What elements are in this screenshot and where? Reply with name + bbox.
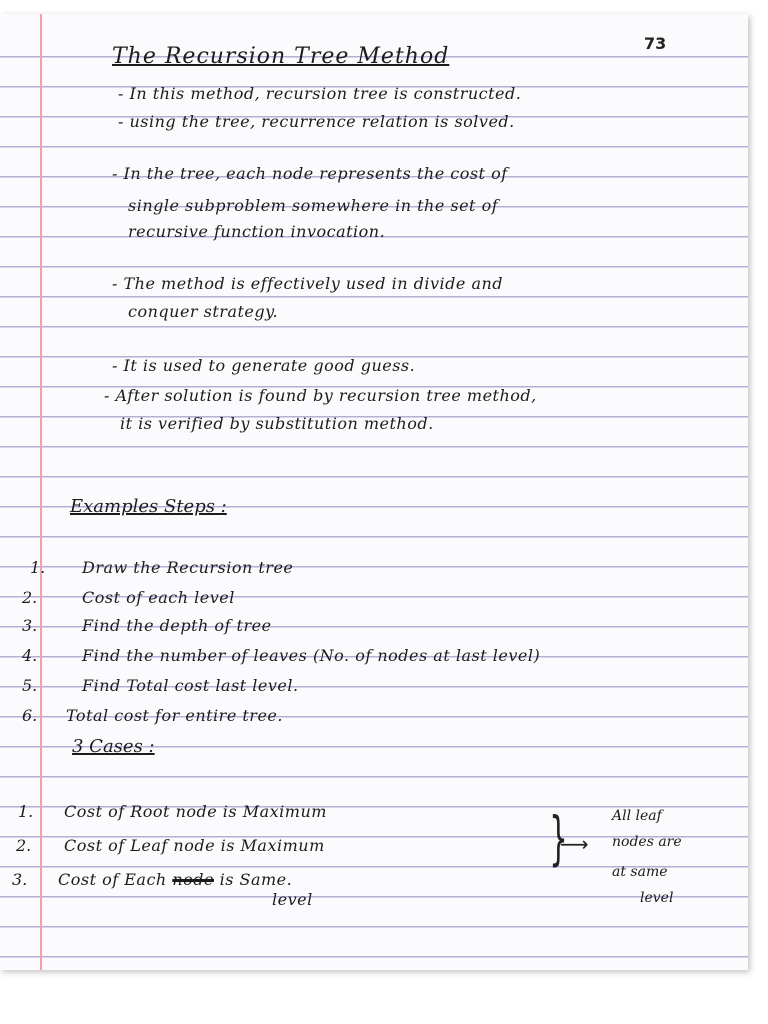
case-text: [58, 870, 292, 889]
steps-heading: Examples Steps :: [70, 496, 227, 517]
case-3-level-word: level: [272, 890, 313, 909]
page-number: 73: [644, 34, 667, 53]
intro-line-7: conquer strategy.: [128, 302, 279, 321]
step-number: 6.: [22, 706, 38, 725]
intro-line-3: - In the tree, each node represents the cost of: [112, 164, 508, 183]
intro-line-1: - In this method, recursion tree is constructed.: [118, 84, 522, 103]
struck-word: node: [172, 870, 214, 889]
side-note-line: nodes are: [612, 834, 682, 850]
case-text-before: Cost of Each: [58, 870, 167, 889]
case-number: 3.: [12, 870, 28, 889]
step-number: 2.: [22, 588, 38, 607]
step-text: Cost of each level: [82, 588, 235, 607]
step-number: 1.: [30, 558, 46, 577]
intro-line-6: - The method is effectively used in divide and: [112, 274, 504, 293]
intro-line-8: - It is used to generate good guess.: [112, 356, 416, 375]
cases-heading: 3 Cases :: [72, 736, 155, 757]
step-text: Find the depth of tree: [82, 616, 272, 635]
case-number: 2.: [16, 836, 32, 855]
intro-line-9: - After solution is found by recursion tree method,: [104, 386, 537, 405]
case-text: Cost of Root node is Maximum: [64, 802, 327, 821]
step-number: 4.: [22, 646, 38, 665]
case-text-after: is Same.: [219, 870, 293, 889]
margin-line: [40, 14, 42, 970]
case-text: Cost of Leaf node is Maximum: [64, 836, 325, 855]
side-note-line: All leaf: [612, 808, 662, 824]
case-number: 1.: [18, 802, 34, 821]
arrow-icon: ⟶: [560, 832, 589, 856]
step-text: Find the number of leaves (No. of nodes at last level): [82, 646, 541, 665]
intro-line-5: recursive function invocation.: [128, 222, 386, 241]
intro-line-2: - using the tree, recurrence relation is solved.: [118, 112, 515, 131]
step-text: Draw the Recursion tree: [82, 558, 294, 577]
side-note-line: at same: [612, 864, 668, 880]
step-number: 3.: [22, 616, 38, 635]
step-text: Find Total cost last level.: [82, 676, 299, 695]
notebook-page: [0, 14, 748, 970]
step-number: 5.: [22, 676, 38, 695]
step-text: Total cost for entire tree.: [66, 706, 283, 725]
curly-brace: }: [549, 804, 568, 872]
side-note-line: level: [640, 890, 674, 906]
page-title: The Recursion Tree Method: [112, 44, 450, 69]
intro-line-10: it is verified by substitution method.: [120, 414, 434, 433]
intro-line-4: single subproblem somewhere in the set of: [128, 196, 499, 215]
